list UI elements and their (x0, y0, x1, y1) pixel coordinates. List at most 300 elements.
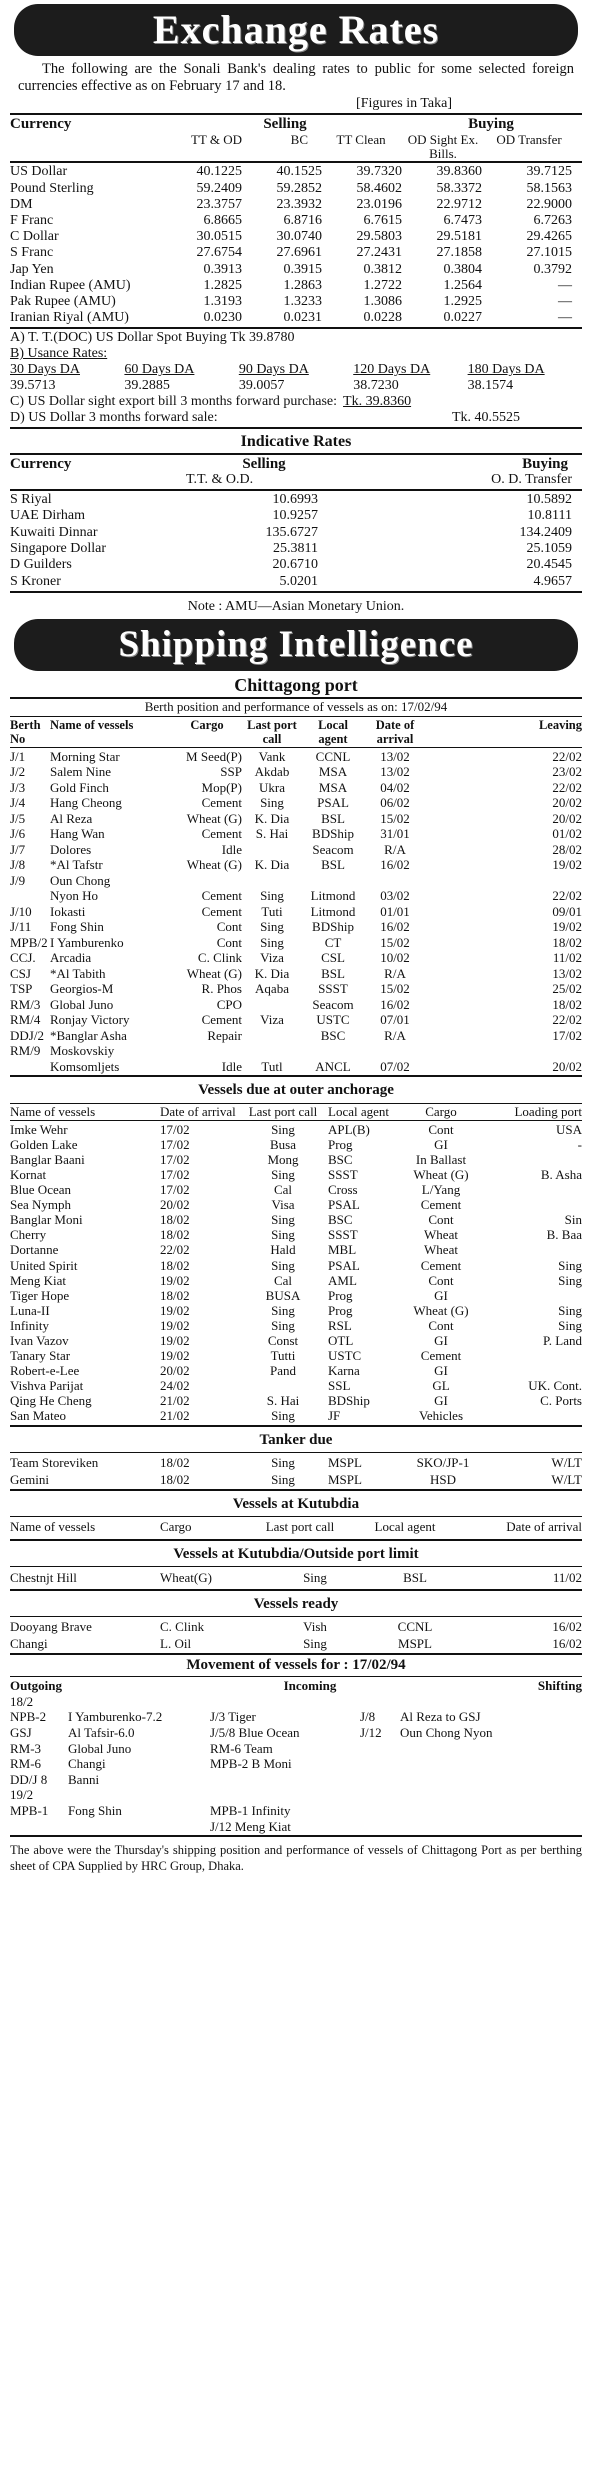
berth-header (10, 718, 582, 746)
usance-value: 39.5713 (10, 378, 56, 394)
table-cell: Aqaba (255, 981, 289, 997)
table-cell: Arcadia (50, 950, 92, 966)
table-cell: USTC (316, 1012, 350, 1028)
table-cell: J/8 (360, 1709, 376, 1725)
table-cell: Sing (558, 1272, 582, 1288)
kutubdia-title: Vessels at Kutubdia (232, 1495, 360, 1512)
sub-od-transfer: OD Transfer (496, 132, 562, 148)
table-cell: Hald (270, 1242, 296, 1258)
table-row (10, 811, 582, 827)
rate-cell: 59.2852 (276, 180, 322, 196)
table-row (10, 826, 582, 842)
rate-cell: 30.0740 (276, 229, 322, 245)
usance-value: 38.1574 (467, 378, 514, 394)
rate-cell: 27.6961 (276, 245, 322, 261)
table-cell: J/11 (10, 919, 32, 935)
table-cell: Sing (558, 1302, 582, 1318)
table-cell: 22/02 (552, 888, 582, 904)
sub-bc: BC (290, 132, 308, 148)
rate-cell: 4.9657 (533, 573, 572, 589)
table-cell: Nyon Ho (50, 888, 99, 904)
divider (10, 489, 582, 491)
outer-col-header: Date of arrival (160, 1104, 236, 1119)
table-cell: MPB-2 B Moni (210, 1756, 292, 1772)
rate-cell: 1.2564 (443, 277, 482, 293)
usance-label-cell: 60 Days DA (124, 362, 195, 378)
kutubdia-col-header: Name of vessels (10, 1520, 96, 1535)
rate-cell: 25.1059 (526, 540, 572, 556)
table-cell: Pand (270, 1363, 296, 1379)
table-cell: Ronjay Victory (50, 1012, 130, 1028)
table-cell (242, 842, 302, 858)
table-cell: Salem Nine (50, 764, 112, 780)
table-cell: Akdab (254, 764, 290, 780)
table-cell: Sing (303, 1635, 327, 1651)
table-cell: MPB-1 (10, 1803, 49, 1819)
table-cell: C. Clink (160, 1618, 205, 1634)
currency-name: Jap Yen (10, 261, 54, 277)
table-cell: OTL (328, 1332, 354, 1348)
table-cell: Gold Finch (50, 779, 109, 795)
table-cell: Al Reza (50, 810, 93, 826)
table-cell: 20/02 (552, 1058, 582, 1074)
table-cell: I Yamburenko (50, 934, 124, 950)
table-cell (484, 1197, 582, 1212)
table-cell: Sing (271, 1471, 295, 1487)
table-cell: Cal (273, 1272, 293, 1288)
rates-table (10, 164, 582, 326)
table-cell: 28/02 (552, 841, 582, 857)
kutubdia-col-header: Last port call (265, 1520, 335, 1535)
table-cell (302, 1043, 364, 1059)
table-cell (484, 1408, 582, 1423)
table-row (10, 1709, 582, 1725)
table-cell: JF (328, 1408, 341, 1424)
table-cell: Changi (68, 1756, 106, 1772)
table-cell: 10/02 (380, 950, 410, 966)
indicative-header (10, 456, 582, 473)
table-cell: S. Hai (266, 1393, 300, 1409)
table-cell: MBL (328, 1242, 357, 1258)
table-cell: R/A (384, 965, 406, 981)
table-row (10, 1471, 582, 1488)
table-row (10, 1012, 582, 1028)
table-cell: Cont (428, 1212, 454, 1228)
rate-cell: — (558, 294, 572, 310)
date-cell: 11/02 (552, 1570, 582, 1586)
table-row (10, 1242, 582, 1257)
table-cell: Hang Cheong (50, 795, 122, 811)
exchange-intro-text: The following are the Sonali Bank's dealing rates to public for some selected foreign currencies effective as on February 17 and 18. (18, 61, 574, 95)
rate-notes (10, 330, 582, 426)
table-row (10, 541, 582, 557)
table-cell: 07/02 (380, 1058, 410, 1074)
table-row (10, 1618, 582, 1635)
table-cell: Sing (558, 1317, 582, 1333)
table-cell: 18/02 (552, 996, 582, 1012)
amu-note: Note : AMU—Asian Monetary Union. (187, 599, 405, 615)
table-cell: Wheat (424, 1242, 458, 1258)
rate-cell: 135.6727 (265, 524, 318, 540)
table-cell: Idle (221, 1058, 242, 1074)
table-cell: Gemini (10, 1471, 49, 1487)
table-cell: Tutti (270, 1348, 296, 1364)
table-cell: Global Juno (68, 1740, 132, 1756)
table-cell (360, 1772, 400, 1788)
table-row (10, 508, 582, 524)
table-cell: Golden Lake (10, 1136, 78, 1152)
table-cell (10, 888, 50, 904)
table-cell: J/9 (10, 872, 26, 888)
table-cell: Mop(P) (201, 779, 242, 795)
table-cell: Al Tafsir-6.0 (68, 1725, 135, 1741)
table-cell: 21/02 (160, 1408, 190, 1424)
divider (10, 1120, 582, 1121)
divider (10, 1676, 582, 1677)
table-row (10, 1378, 582, 1393)
divider (10, 1539, 582, 1541)
indicative-table (10, 492, 582, 590)
table-cell: J/3 (10, 779, 26, 795)
table-row (10, 857, 582, 873)
table-cell: RM/3 (10, 996, 41, 1012)
table-cell: GI (434, 1136, 448, 1152)
berth-col-header: Date of arrival (375, 717, 415, 746)
table-row (10, 873, 582, 889)
berth-col-header: Cargo (190, 717, 224, 732)
table-cell: J/2 (10, 764, 26, 780)
kutubdia-header (10, 1518, 582, 1538)
table-cell: Cement (420, 1257, 462, 1273)
usance-label-cell: 30 Days DA (10, 362, 80, 378)
rate-cell: 58.3372 (436, 180, 482, 196)
table-cell: Iokasti (50, 903, 86, 919)
table-cell (484, 1288, 582, 1303)
table-cell: J/5 (10, 810, 26, 826)
table-cell: Qing He Cheng (10, 1393, 92, 1409)
divider (10, 1075, 582, 1077)
table-cell: Prog (328, 1302, 353, 1318)
table-cell (360, 1756, 400, 1772)
table-cell: BSC (328, 1212, 353, 1228)
outer-header (10, 1105, 582, 1119)
table-cell: RM/9 (10, 1043, 41, 1059)
ind-currency-header: Currency (10, 455, 72, 472)
table-cell: 21/02 (160, 1393, 190, 1409)
table-cell (360, 1819, 400, 1835)
rate-cell: 40.1525 (276, 164, 322, 180)
divider (10, 1103, 582, 1104)
rate-cell: 0.3804 (443, 261, 482, 277)
forward-purchase-line (10, 394, 582, 410)
table-cell: S. Hai (255, 826, 289, 842)
table-cell: BDShip (328, 1393, 370, 1409)
table-cell: Cement (201, 826, 242, 842)
table-cell (302, 873, 364, 889)
rate-cell: 25.3811 (273, 540, 318, 556)
currency-header: Currency (10, 115, 72, 132)
table-cell: Tutl (261, 1058, 283, 1074)
table-cell: 22/02 (552, 748, 582, 764)
table-cell (68, 1819, 210, 1835)
table-row (10, 1028, 582, 1044)
divider (10, 453, 582, 455)
table-row (10, 981, 582, 997)
table-row (10, 1318, 582, 1333)
berth-col-header: Last port call (247, 717, 297, 746)
divider (10, 1653, 582, 1655)
table-cell: Cont (428, 1317, 454, 1333)
table-cell: Team Storeviken (10, 1454, 99, 1470)
table-row (10, 1333, 582, 1348)
table-cell: 18/02 (160, 1257, 190, 1273)
table-cell (10, 1819, 68, 1835)
divider (10, 1425, 582, 1427)
ind-buying-header: Buying (522, 455, 568, 472)
table-cell: PSAL (328, 1197, 360, 1213)
table-cell: BUSA (265, 1287, 301, 1303)
table-cell (68, 1694, 210, 1710)
table-cell: W/LT (551, 1471, 582, 1487)
table-cell: Luna-II (10, 1302, 50, 1318)
table-row (10, 1803, 582, 1819)
table-row (10, 245, 582, 261)
rate-cell: 27.1015 (526, 245, 572, 261)
table-cell: Cherry (10, 1227, 47, 1243)
table-cell: 16/02 (380, 919, 410, 935)
table-cell: Cement (201, 1012, 242, 1028)
table-row (10, 1182, 582, 1197)
table-cell: Karna (328, 1363, 360, 1379)
table-cell (172, 873, 242, 889)
table-cell: BSC (320, 1027, 346, 1043)
table-cell: Vank (258, 748, 286, 764)
table-cell (238, 1378, 328, 1393)
table-cell: MSA (318, 764, 348, 780)
currency-name: Pak Rupee (AMU) (10, 294, 116, 310)
rate-cell: 10.8111 (527, 508, 572, 524)
table-cell (484, 1182, 582, 1197)
table-cell (400, 1819, 582, 1835)
table-cell: ANCL (315, 1058, 351, 1074)
table-cell: 07/01 (380, 1012, 410, 1028)
table-cell: 20/02 (160, 1197, 190, 1213)
table-cell (484, 1363, 582, 1378)
sub-tt-clean: TT Clean (336, 132, 386, 148)
rate-cell: 29.5803 (356, 229, 402, 245)
table-cell: Sea Nymph (10, 1197, 72, 1213)
table-cell: 19/02 (160, 1317, 190, 1333)
exchange-rates-banner: Exchange Rates (14, 4, 578, 56)
rate-cell: 58.1563 (526, 180, 572, 196)
table-row (10, 1273, 582, 1288)
currency-name: DM (10, 196, 33, 212)
table-row (10, 795, 582, 811)
table-cell: CCNL (315, 748, 351, 764)
table-cell: Sing (260, 934, 284, 950)
table-row (10, 1454, 582, 1471)
rates-subheader (10, 133, 582, 160)
table-row (10, 492, 582, 508)
table-cell: MPB/2 (10, 934, 48, 950)
ready-table (10, 1618, 582, 1652)
footer-note: The above were the Thursday's shipping position and performance of vessels of Chittagong Port as per berthing sheet of CPA Supplied by HRC Group, Dhaka. (10, 1843, 582, 1873)
table-cell: MSA (318, 779, 348, 795)
table-cell: - (577, 1136, 582, 1152)
table-cell: Sin (564, 1212, 582, 1228)
rate-cell: 1.2863 (283, 277, 322, 293)
table-cell: 17/02 (160, 1136, 190, 1152)
table-row (10, 1348, 582, 1363)
sub-od-sight: OD Sight Ex. Bills. (407, 132, 479, 161)
table-cell: Cross (328, 1182, 358, 1198)
table-cell: Dortanne (10, 1242, 59, 1258)
currency-name: Kuwaiti Dinnar (10, 524, 98, 540)
rate-cell: 1.3193 (203, 294, 242, 310)
table-cell: MPB-1 Infinity (210, 1803, 291, 1819)
table-cell: 19/2 (10, 1787, 34, 1803)
table-cell: R/A (384, 1027, 406, 1043)
table-cell: RM-6 (10, 1756, 42, 1772)
table-cell: B. Baa (546, 1227, 582, 1243)
table-cell: 19/02 (160, 1272, 190, 1288)
selling-header: Selling (263, 115, 307, 132)
table-cell: I Yamburenko-7.2 (68, 1709, 163, 1725)
table-row (10, 294, 582, 310)
sub-ttod: TT & OD (190, 132, 242, 148)
table-cell: Wheat (G) (186, 857, 242, 873)
table-cell: C. Clink (197, 950, 242, 966)
table-cell: L. Oil (160, 1635, 192, 1651)
ind-buying-sub: O. D. Transfer (491, 472, 572, 488)
table-cell: M Seed(P) (186, 748, 242, 764)
table-cell: 18/2 (10, 1693, 34, 1709)
rate-cell: 22.9000 (526, 196, 572, 212)
table-cell (360, 1803, 400, 1819)
table-cell: 17/02 (552, 1027, 582, 1043)
rate-cell: 10.6993 (272, 491, 318, 507)
rate-cell: 1.2722 (363, 277, 402, 293)
table-row (10, 574, 582, 590)
table-cell: Blue Ocean (10, 1182, 72, 1198)
movement-header (10, 1678, 582, 1694)
table-cell: 16/02 (380, 857, 410, 873)
table-cell: SSST (318, 981, 348, 997)
table-row (10, 1212, 582, 1227)
rate-cell: 1.3233 (283, 294, 322, 310)
table-cell: 09/01 (552, 903, 582, 919)
table-cell: Cement (201, 795, 242, 811)
table-cell: 20/02 (552, 795, 582, 811)
outer-col-header: Loading port (514, 1104, 582, 1119)
table-cell: J/8 (10, 857, 26, 873)
table-cell: Sing (271, 1212, 295, 1228)
buying-header: Buying (468, 115, 514, 132)
table-cell (210, 1772, 360, 1788)
table-cell: 23/02 (552, 764, 582, 780)
divider (10, 716, 582, 717)
rate-cell: 23.3932 (276, 196, 322, 212)
divider (10, 1489, 582, 1491)
table-cell: 15/02 (380, 810, 410, 826)
forward-purchase-value: Tk. 39.8360 (343, 394, 412, 410)
table-cell: L/Yang (421, 1182, 461, 1198)
rate-cell: 0.0230 (203, 310, 242, 326)
table-cell: Visa (271, 1197, 295, 1213)
port-title: Chittagong port (234, 675, 358, 696)
table-row (10, 1772, 582, 1788)
table-cell: Litmond (310, 888, 356, 904)
table-cell: Sing (271, 1121, 295, 1137)
usance-labels (10, 362, 582, 378)
table-cell: PSAL (317, 795, 349, 811)
table-cell: 22/02 (552, 1012, 582, 1028)
table-cell: Al Reza to GSJ (400, 1709, 481, 1725)
table-cell: Georgios-M (50, 981, 114, 997)
table-cell (210, 1694, 360, 1710)
table-cell: Sing (271, 1302, 295, 1318)
currency-name: US Dollar (10, 164, 68, 180)
table-cell: 24/02 (160, 1378, 190, 1394)
berth-col-header: Name of vessels (50, 717, 134, 732)
shipping-banner: Shipping Intelligence (14, 619, 578, 671)
rate-cell: 27.6754 (196, 245, 242, 261)
last-port-cell: Sing (303, 1570, 327, 1586)
rate-cell: 58.4602 (356, 180, 402, 196)
movement-col-header: Incoming (283, 1678, 337, 1694)
table-cell: 11/02 (552, 950, 582, 966)
table-cell (426, 1043, 582, 1059)
rate-cell: 6.7473 (443, 213, 482, 229)
table-cell: SKO/JP-1 (416, 1454, 470, 1470)
table-row (10, 213, 582, 229)
outer-table (10, 1122, 582, 1424)
rate-cell: 0.3812 (363, 261, 402, 277)
table-cell (68, 1787, 210, 1803)
table-row (10, 197, 582, 213)
table-row (10, 262, 582, 278)
table-cell: 13/02 (380, 748, 410, 764)
table-cell: Kornat (10, 1166, 47, 1182)
rate-cell: 39.8360 (436, 164, 482, 180)
divider (10, 113, 582, 115)
tanker-title: Tanker due (259, 1431, 333, 1448)
rate-cell: 5.0201 (279, 573, 318, 589)
table-cell: CSL (321, 950, 345, 966)
table-cell (400, 1741, 582, 1757)
table-row (10, 1694, 582, 1710)
table-cell: BDShip (312, 919, 354, 935)
outer-col-header: Local agent (328, 1104, 389, 1119)
table-cell: RM/4 (10, 1012, 41, 1028)
table-cell: Repair (207, 1027, 242, 1043)
rate-cell: 6.8665 (203, 213, 242, 229)
rate-cell: 20.6710 (272, 557, 318, 573)
table-cell: Banglar Moni (10, 1212, 83, 1228)
table-cell: 13/02 (552, 965, 582, 981)
table-cell: K. Dia (254, 965, 290, 981)
table-cell: Hang Wan (50, 826, 105, 842)
table-cell: San Mateo (10, 1408, 66, 1424)
table-row (10, 997, 582, 1013)
table-row (10, 780, 582, 796)
table-cell: Mong (267, 1151, 299, 1167)
table-cell (400, 1772, 582, 1788)
berth-col-header: Leaving (538, 717, 582, 732)
table-cell: 19/02 (160, 1332, 190, 1348)
exchange-intro (18, 61, 574, 96)
table-cell: SSL (328, 1378, 351, 1394)
